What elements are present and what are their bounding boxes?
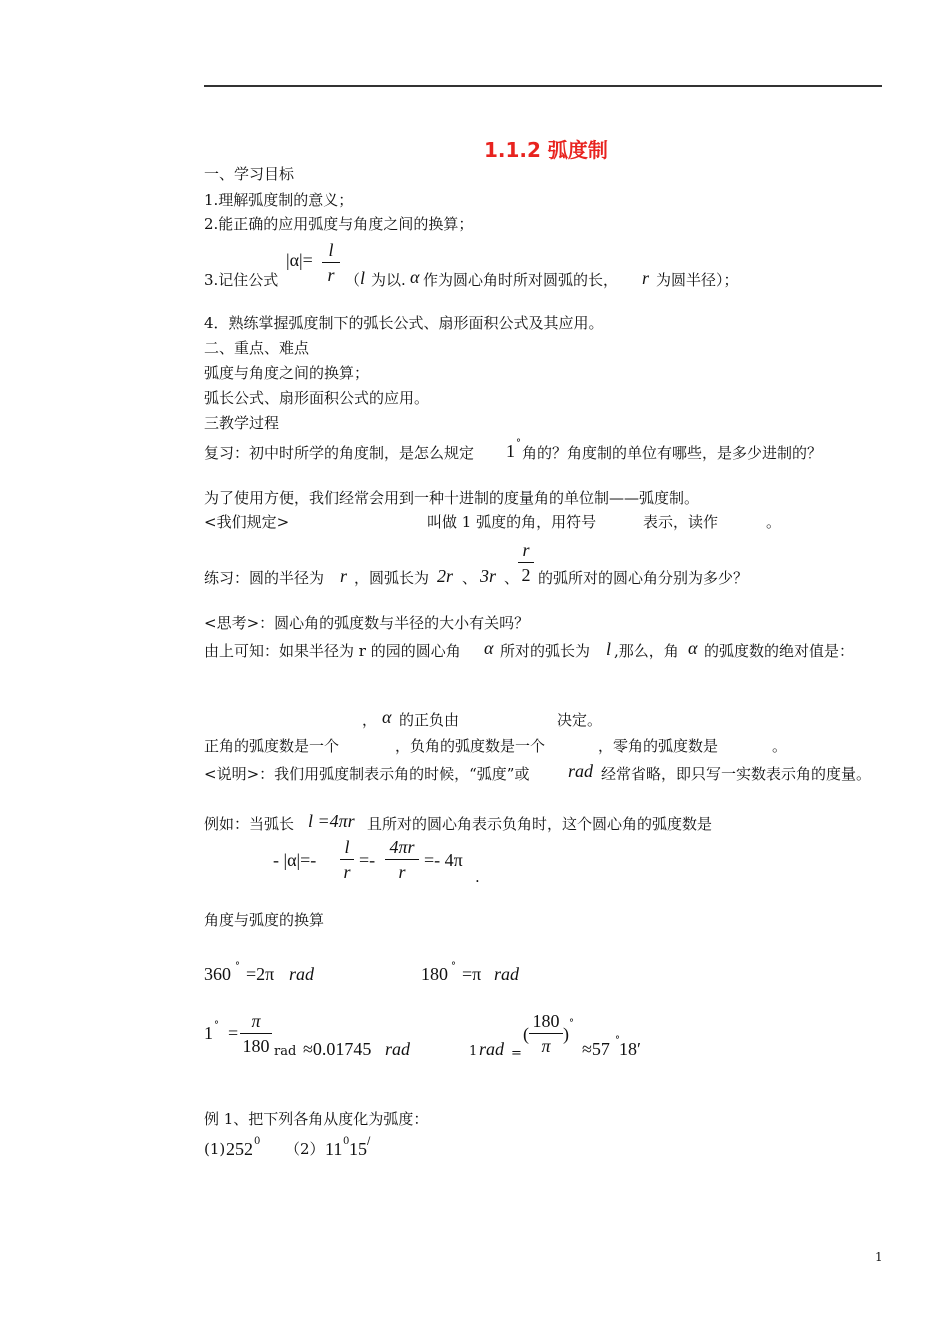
example-text-a: 例如：当弧长: [204, 815, 295, 833]
conv-2pi: =2π: [246, 964, 275, 984]
think-text: <思考>：圆心角的弧度数与半径的大小有关吗？: [204, 614, 530, 632]
exercise-r: r: [340, 566, 348, 586]
fraction-bar: [529, 1033, 563, 1034]
minute-superscript: /: [367, 1136, 371, 1147]
conv-rad-3: rad: [385, 1039, 411, 1059]
example-formula-lhs: - |α|=-: [273, 850, 317, 870]
example-fraction-1-numerator: l: [344, 837, 350, 857]
section-heading-goals: 一、学习目标: [204, 165, 295, 183]
example-formula-result: =- 4π: [424, 850, 463, 870]
exercise-text-b: ，圆弧长为: [354, 569, 430, 587]
fraction-bar: [385, 859, 419, 860]
conv-rad-4: rad: [479, 1039, 505, 1059]
example-fraction-1-denominator: r: [343, 862, 351, 882]
known-text-a: 由上可知：如果半径为 r 的园的圆心角: [204, 642, 461, 660]
sign-comma: ，: [362, 711, 378, 729]
known-text-c: ,那么，角: [614, 642, 679, 660]
positive-text-c: ，零角的弧度数是: [598, 737, 719, 755]
example-1-part-1: (1): [204, 1140, 226, 1158]
exercise-2r: 2r: [437, 566, 454, 586]
example-1-value-1: 252: [226, 1139, 253, 1159]
goal-3-prefix: 3.记住公式: [204, 271, 279, 289]
note-rad: rad: [568, 761, 594, 781]
goal-4: 4．熟练掌握弧度制下的弧长公式、扇形面积公式及其应用。: [204, 314, 604, 332]
review-degree: °: [516, 438, 521, 449]
page-number: 1: [875, 1250, 883, 1264]
goal-3-end: 为圆半径）；: [656, 271, 739, 289]
fraction-bar: [322, 262, 340, 263]
example-1-part-2: （2）: [285, 1140, 325, 1158]
section-heading-process: 三教学过程: [204, 414, 280, 432]
goal-3-alpha: α: [410, 267, 420, 287]
conv-rad-unit: rad: [274, 1044, 297, 1059]
conv-pi: =π: [462, 964, 482, 984]
known-alpha: α: [484, 638, 494, 658]
formula-fraction: [322, 241, 340, 284]
degree-symbol: °: [214, 1020, 219, 1031]
fraction-bar: [518, 562, 534, 563]
exercise-sep-1: 、: [462, 569, 478, 587]
exercise-fraction: [518, 541, 534, 584]
conv-rad-1: rad: [289, 964, 315, 984]
conv-360: 360: [204, 964, 231, 984]
positive-text-a: 正角的弧度数是一个: [204, 737, 340, 755]
degree-symbol: °: [235, 961, 240, 972]
conv-180: 180: [421, 964, 448, 984]
fraction-bar: [340, 859, 354, 860]
exercise-fraction-numerator: r: [522, 540, 530, 560]
definition-text-symbol: 表示，读作: [643, 513, 719, 531]
sign-alpha: α: [382, 707, 392, 727]
degree-superscript: 0: [254, 1136, 261, 1147]
exercise-fraction-denominator: 2: [521, 565, 531, 585]
example-fraction-2-numerator: 4πr: [389, 837, 415, 857]
conv-one-degree: 1: [204, 1023, 213, 1043]
note-text-a: <说明>：我们用弧度制表示角的时候，“弧度”或: [204, 765, 530, 783]
goal-2: 2.能正确的应用弧度与角度之间的换算；: [204, 215, 474, 233]
goal-3-mid2: 作为圆心角时所对圆弧的长，: [423, 271, 619, 289]
definition-end: 。: [766, 513, 782, 531]
formula-numerator: l: [328, 240, 334, 260]
goal-3-l: l: [360, 268, 366, 288]
example-period: .: [475, 868, 480, 886]
conv-fraction-180-pi: [529, 1012, 563, 1055]
review-text-b: 角的？角度制的单位有哪些，是多少进制的？: [522, 444, 823, 462]
goal-3-r: r: [642, 268, 650, 288]
example-1-value-2b: 15: [349, 1139, 367, 1159]
fraction-bar: [240, 1033, 272, 1034]
conv-fraction-numerator: π: [251, 1011, 261, 1031]
formula-abs-alpha: |α|=: [286, 250, 313, 270]
keypoint-2: 弧长公式、扇形面积公式的应用。: [204, 389, 430, 407]
goal-3-mid: 为以.: [371, 271, 406, 289]
known-l: l: [606, 639, 612, 659]
conv-rad-2: rad: [494, 964, 520, 984]
goal-1: 1.理解弧度制的意义；: [204, 191, 354, 209]
conv-fraction-2-denominator: π: [541, 1036, 551, 1056]
note-text-b: 经常省略，即只写一实数表示角的度量。: [601, 765, 872, 783]
conv-paren-open: (: [523, 1024, 529, 1044]
conv-fraction-denominator: 180: [242, 1036, 270, 1056]
example-fraction-2-denominator: r: [398, 862, 406, 882]
review-text-a: 复习：初中时所学的角度制，是怎么规定: [204, 444, 475, 462]
example-1-value-2a: 11: [325, 1139, 343, 1159]
definition-text: 叫做 1 弧度的角，用符号: [427, 513, 597, 531]
page-title: 1.1.2 弧度制: [484, 138, 608, 162]
sign-text-b: 的正负由: [399, 711, 460, 729]
example-expression: l =4πr: [308, 811, 355, 831]
conv-equals: =: [228, 1023, 239, 1043]
exercise-text-a: 练习：圆的半径为: [204, 569, 325, 587]
conv-approx-1: ≈0.01745: [303, 1039, 372, 1059]
conv-fraction-pi-180: [240, 1012, 272, 1055]
positive-text-b: ，负角的弧度数是一个: [395, 737, 546, 755]
example-formula-eq: =-: [359, 850, 376, 870]
conv-paren-close: ): [563, 1024, 569, 1044]
example-fraction-1: [340, 838, 354, 881]
formula-denominator: r: [327, 265, 335, 285]
keypoint-1: 弧度与角度之间的换算；: [204, 364, 370, 382]
degree-symbol: °: [451, 961, 456, 972]
known-text-d: 的弧度数的绝对值是：: [704, 642, 855, 660]
example-text-b: 且所对的圆心角表示负角时，这个圆心角的弧度数是: [367, 815, 713, 833]
conv-minutes: 18′: [619, 1039, 641, 1059]
known-alpha-2: α: [688, 638, 698, 658]
example-fraction-2: [385, 838, 419, 881]
degree-superscript: 0: [343, 1136, 350, 1147]
exercise-text-c: 的弧所对的圆心角分别为多少？: [538, 569, 749, 587]
intro-text: 为了使用方便，我们经常会用到一种十进制的度量角的单位制——弧度制。: [204, 489, 700, 507]
conv-approx-2: ≈57: [582, 1039, 610, 1059]
exercise-3r: 3r: [480, 566, 497, 586]
degree-symbol: °: [615, 1035, 620, 1046]
example-1-heading: 例 1、把下列各角从度化为弧度：: [204, 1110, 429, 1128]
degree-symbol: °: [569, 1018, 574, 1029]
conv-fraction-2-numerator: 180: [532, 1011, 560, 1031]
goal-3-paren: （: [345, 271, 361, 289]
positive-text-d: 。: [772, 737, 788, 755]
conversion-heading: 角度与弧度的换算: [204, 911, 325, 929]
header-rule: [204, 85, 882, 87]
conv-equals-2: =: [511, 1046, 522, 1061]
known-text-b: 所对的弧长为: [500, 642, 591, 660]
definition-label: <我们规定>: [204, 513, 290, 531]
sign-text-c: 决定。: [557, 711, 603, 729]
section-heading-keypoints: 二、重点、难点: [204, 339, 310, 357]
exercise-sep-2: 、: [504, 569, 520, 587]
conv-one-rad: 1: [469, 1044, 478, 1059]
review-one: 1: [506, 441, 515, 461]
